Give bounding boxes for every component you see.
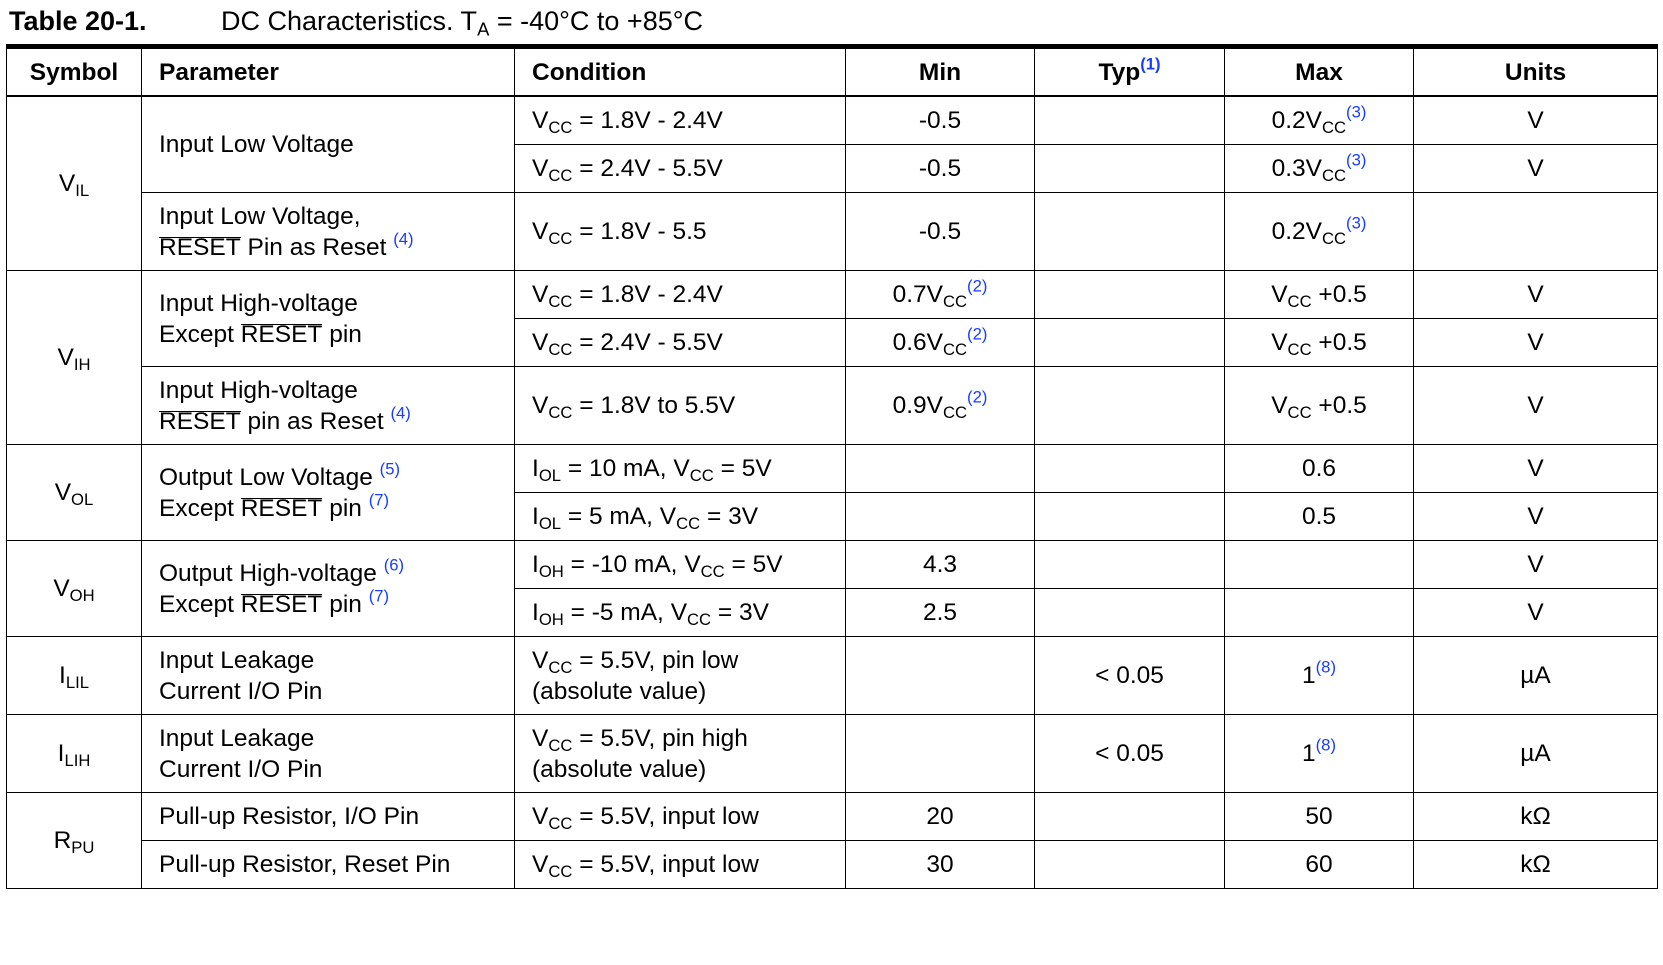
max-cell: 0.5 (1225, 493, 1414, 541)
min-cell: $0.9V_{CC}^{(2)}$ (846, 367, 1035, 445)
units-cell: V (1414, 145, 1658, 193)
typ-cell (1035, 271, 1225, 319)
header-row (7, 47, 1658, 97)
parameter-cell: Input High-voltage Except RESET pin (142, 271, 515, 367)
min-cell: -0.5 (846, 193, 1035, 271)
parameter-cell: Output Low Voltage $^{(5)}$ Except RESET pin $^{(7)}$ (142, 445, 515, 541)
max-cell: 0.6 (1225, 445, 1414, 493)
parameter-cell: Pull-up Resistor, I/O Pin (142, 793, 515, 841)
header-min: Min (846, 47, 1035, 97)
table-row (7, 445, 1658, 493)
condition-cell: $V_{CC} = 1.8V$ to 5.5V (515, 367, 846, 445)
parameter-cell: Input Leakage Current I/O Pin (142, 715, 515, 793)
typ-cell (1035, 493, 1225, 541)
symbol-cell: $R_{PU}$ (7, 793, 142, 889)
max-cell: $V_{CC} +0.5$ (1225, 271, 1414, 319)
units-cell: V (1414, 367, 1658, 445)
min-cell: $0.6V_{CC}^{(2)}$ (846, 319, 1035, 367)
units-cell: V (1414, 319, 1658, 367)
symbol-cell: $V_{OL}$ (7, 445, 142, 541)
condition-cell: $V_{CC} = 1.8V - 5.5$ (515, 193, 846, 271)
table-row (7, 637, 1658, 715)
units-cell: µA (1414, 637, 1658, 715)
max-cell (1225, 589, 1414, 637)
max-cell: 1$^{(8)}$ (1225, 637, 1414, 715)
typ-cell (1035, 96, 1225, 145)
typ-cell (1035, 319, 1225, 367)
header-max: Max (1225, 47, 1414, 97)
condition-cell: $I_{OL} = 10$ mA, $V_{CC} = 5V$ (515, 445, 846, 493)
parameter-cell: Pull-up Resistor, Reset Pin (142, 841, 515, 889)
parameter-cell: Input Low Voltage (142, 96, 515, 193)
typ-cell (1035, 145, 1225, 193)
typ-cell (1035, 445, 1225, 493)
min-cell (846, 445, 1035, 493)
table-row (7, 841, 1658, 889)
typ-cell (1035, 541, 1225, 589)
table-number: Table 20-1. (9, 6, 147, 36)
min-cell: $0.7V_{CC}^{(2)}$ (846, 271, 1035, 319)
parameter-cell: Input Low Voltage, RESET Pin as Reset $^{(4)}$ (142, 193, 515, 271)
typ-cell: < 0.05 (1035, 637, 1225, 715)
table-row (7, 541, 1658, 589)
table-row (7, 367, 1658, 445)
table-caption (9, 2, 704, 40)
max-cell: $V_{CC} +0.5$ (1225, 367, 1414, 445)
units-cell: V (1414, 589, 1658, 637)
symbol-cell: $I_{LIH}$ (7, 715, 142, 793)
condition-cell: $V_{CC} = 5.5V$, input low (515, 841, 846, 889)
typ-cell (1035, 793, 1225, 841)
symbol-cell: $I_{LIL}$ (7, 637, 142, 715)
units-cell: V (1414, 445, 1658, 493)
header-symbol: Symbol (7, 47, 142, 97)
table-row (7, 96, 1658, 145)
min-cell (846, 493, 1035, 541)
condition-cell: $V_{CC} = 2.4V - 5.5V$ (515, 145, 846, 193)
table-row (7, 793, 1658, 841)
symbol-cell: $V_{IL}$ (7, 96, 142, 271)
header-parameter: Parameter (142, 47, 515, 97)
table-row (7, 715, 1658, 793)
condition-cell: $V_{CC} = 1.8V - 2.4V$ (515, 96, 846, 145)
max-cell: 60 (1225, 841, 1414, 889)
typ-cell (1035, 193, 1225, 271)
max-cell: 1$^{(8)}$ (1225, 715, 1414, 793)
condition-cell: $I_{OL} = 5$ mA, $V_{CC} = 3V$ (515, 493, 846, 541)
units-cell (1414, 193, 1658, 271)
max-cell: $V_{CC} +0.5$ (1225, 319, 1414, 367)
dc-characteristics-table (6, 44, 1658, 889)
table-row (7, 271, 1658, 319)
condition-cell: $I_{OH} = -5$ mA, $V_{CC} = 3V$ (515, 589, 846, 637)
parameter-cell: Output High-voltage $^{(6)}$ Except RESET pin $^{(7)}$ (142, 541, 515, 637)
parameter-cell: Input High-voltage RESET pin as Reset $^{(4)}$ (142, 367, 515, 445)
min-cell: 20 (846, 793, 1035, 841)
min-cell: -0.5 (846, 145, 1035, 193)
typ-cell (1035, 841, 1225, 889)
units-cell: kΩ (1414, 793, 1658, 841)
min-cell: 4.3 (846, 541, 1035, 589)
condition-cell: $V_{CC} = 1.8V - 2.4V$ (515, 271, 846, 319)
units-cell: V (1414, 271, 1658, 319)
typ-cell: < 0.05 (1035, 715, 1225, 793)
min-cell: 2.5 (846, 589, 1035, 637)
table-title: DC Characteristics. $T_A = -40^\circ C$ to +85°C (221, 6, 704, 40)
min-cell: -0.5 (846, 96, 1035, 145)
min-cell: 30 (846, 841, 1035, 889)
units-cell: µA (1414, 715, 1658, 793)
condition-cell: $V_{CC} = 5.5V$, input low (515, 793, 846, 841)
min-cell (846, 637, 1035, 715)
max-cell: 50 (1225, 793, 1414, 841)
condition-cell: $V_{CC} = 5.5V$, pin high (absolute value) (515, 715, 846, 793)
condition-cell: $I_{OH} = -10$ mA, $V_{CC} = 5V$ (515, 541, 846, 589)
table-row (7, 193, 1658, 271)
condition-cell: $V_{CC} = 5.5V$, pin low (absolute value) (515, 637, 846, 715)
typ-cell (1035, 367, 1225, 445)
typ-cell (1035, 589, 1225, 637)
header-condition: Condition (515, 47, 846, 97)
max-cell (1225, 541, 1414, 589)
units-cell: V (1414, 96, 1658, 145)
parameter-cell: Input Leakage Current I/O Pin (142, 637, 515, 715)
max-cell: $0.3V_{CC}^{(3)}$ (1225, 145, 1414, 193)
condition-cell: $V_{CC} = 2.4V - 5.5V$ (515, 319, 846, 367)
symbol-cell: $V_{OH}$ (7, 541, 142, 637)
max-cell: $0.2V_{CC}^{(3)}$ (1225, 193, 1414, 271)
units-cell: V (1414, 541, 1658, 589)
units-cell: V (1414, 493, 1658, 541)
min-cell (846, 715, 1035, 793)
units-cell: kΩ (1414, 841, 1658, 889)
max-cell: $0.2V_{CC}^{(3)}$ (1225, 96, 1414, 145)
symbol-cell: $V_{IH}$ (7, 271, 142, 445)
header-typ: Typ$^{(1)}$ (1035, 47, 1225, 97)
header-units: Units (1414, 47, 1658, 97)
